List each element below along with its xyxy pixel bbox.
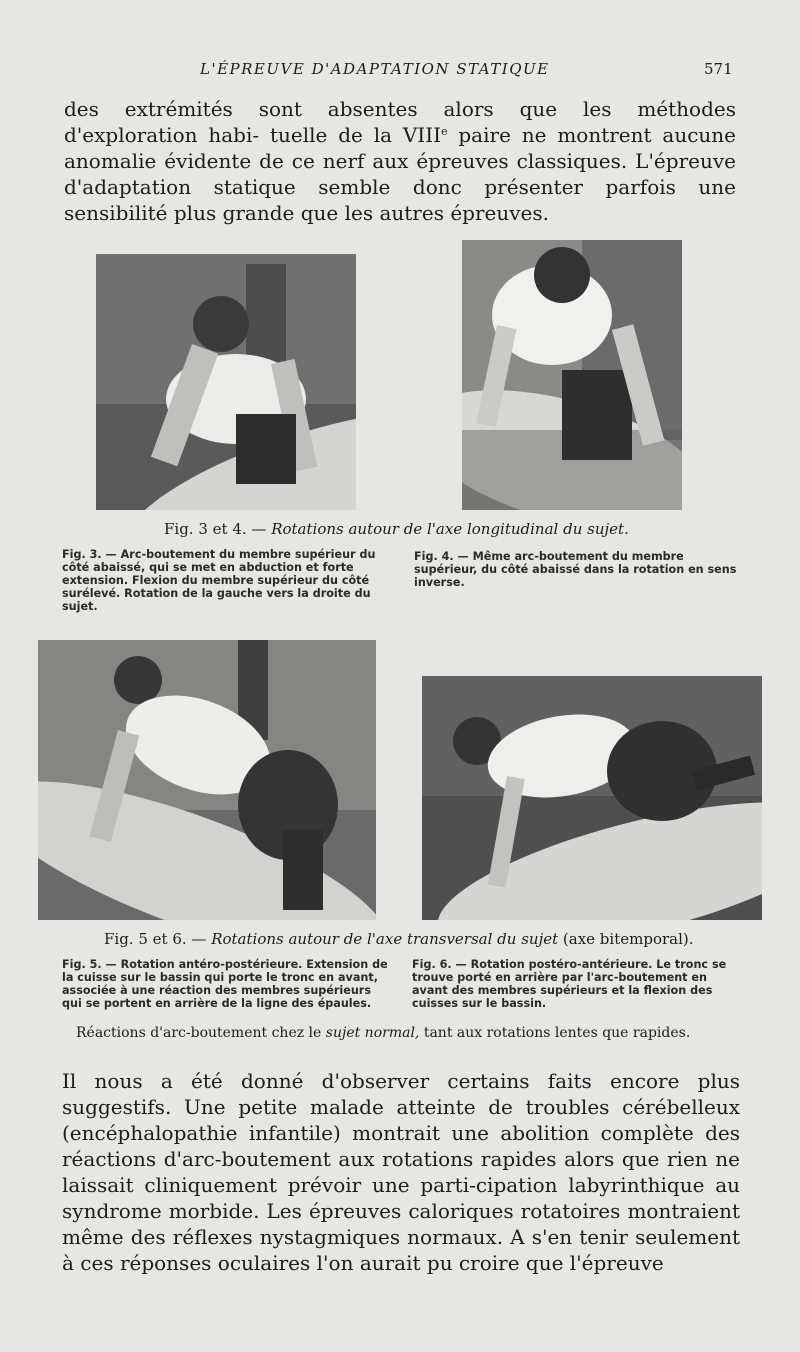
figure-5-6-caption [104,930,694,948]
running-title: L'ÉPREUVE D'ADAPTATION STATIQUE [200,60,550,78]
paragraph-bottom: Il nous a été donné d'observer certains faits encore plus suggestifs. Une petite malade atteinte de troubles cérébelleux (encéphalopathie infantile) montrait une abolition complète des réactions d'arc-boutement aux rotations rapides alors que rien ne laissait cliniquement prévoir une parti-cipation labyrinthique au syndrome morbide. Les épreuves caloriques rotatoires montraient même des réflexes nystagmiques normaux. A s'en tenir seulement à ces réponses oculaires l'on aurait pu croire que l'épreuve [62,1069,740,1275]
reactions-after: tant aux rotations lentes que rapides. [419,1025,691,1041]
photo-figure-6 [422,676,762,920]
figure-3-4-title: Rotations autour de l'axe longitudinal du sujet. [271,520,629,538]
reactions-before: Réactions d'arc-boutement chez le [76,1025,326,1041]
figure-5-6-prefix: Fig. 5 et 6. — [104,930,207,948]
figure-6-legend: Fig. 6. — Rotation postéro-antérieure. Le tronc se trouve porté en arrière par l'arc-boutement en avant des membres supérieurs et la flexion des cuisses sur le bassin. [412,958,727,1010]
reactions-caption [76,1025,690,1041]
figure-3-4-caption [164,520,629,538]
figure-4-legend: Fig. 4. — Même arc-boutement du membre supérieur, du côté abaissé dans la rotation en sens inverse. [414,550,737,589]
figure-5-6-suffix: (axe bitemporal). [558,930,694,948]
reactions-italic: sujet normal, [325,1025,420,1041]
paragraph-top [64,96,736,226]
figure-3-4-prefix: Fig. 3 et 4. — [164,520,267,538]
paragraph-top-line-4: donc présenter parfois une sensibilité plus grande que les autres épreuves. [64,175,737,225]
photo-figure-5 [38,640,376,920]
paragraph-top-line-2a: tuelle de la VIII [269,123,442,147]
photo-figure-4 [462,240,682,510]
paragraph-top-line-2b: paire ne montrent aucune anomalie évidente de ce [64,123,737,173]
page-number: 571 [704,60,733,78]
paragraph-top-line-1: des extrémités sont absentes alors que les méthodes d'exploration habi- [64,97,736,147]
photo-figure-3 [96,254,356,510]
figure-5-legend: Fig. 5. — Rotation antéro-postérieure. Extension de la cuisse sur le bassin qui porte le tronc en avant, associée à une réaction des membres supérieurs qui se portent en arrière de la ligne des épaules. [62,958,388,1010]
figure-3-legend: Fig. 3. — Arc-boutement du membre supérieur du côté abaissé, qui se met en abduction et forte extension. Flexion du membre supérieur du côté surélevé. Rotation de la gauche vers la droite du sujet. [62,548,376,613]
paragraph-top-line-3: nerf aux épreuves classiques. L'épreuve d'adaptation statique semble [64,149,736,199]
figure-5-6-title: Rotations autour de l'axe transversal du sujet [211,930,559,948]
superscript-e: e [441,125,448,138]
